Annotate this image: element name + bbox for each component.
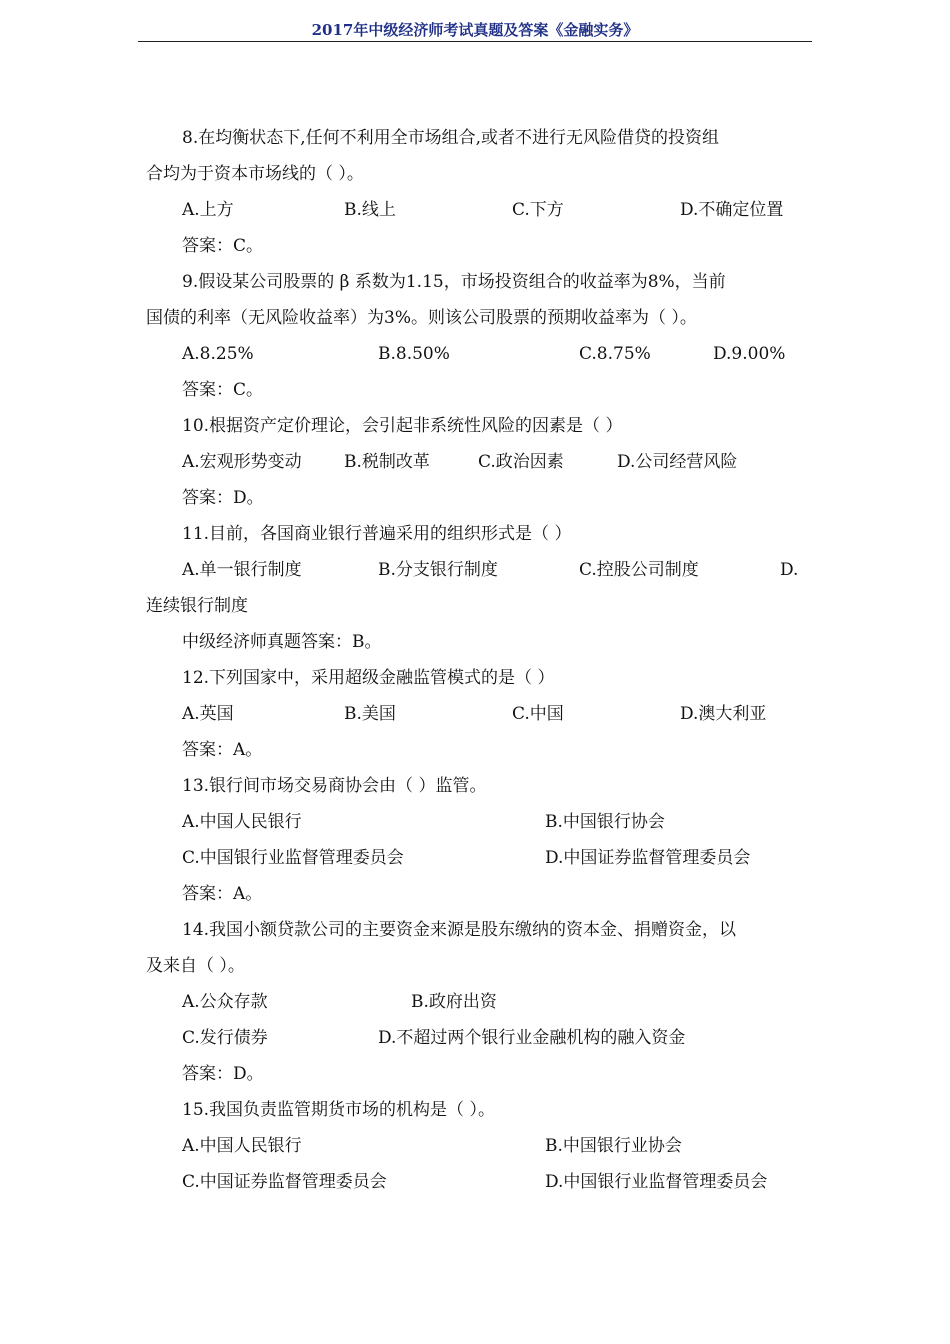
question-14-options-row1 — [146, 984, 806, 1020]
option-c: C.8.75% — [579, 344, 651, 364]
question-11-options — [146, 552, 806, 588]
question-9-text-cont: 国债的利率（无风险收益率）为3%。则该公司股票的预期收益率为（ ）。 — [146, 308, 697, 328]
option-a: A.公众存款 — [182, 992, 268, 1012]
question-8-text: 8.在均衡状态下,任何不利用全市场组合,或者不进行无风险借贷的投资组 — [182, 128, 720, 148]
option-d: D.中国银行业监督管理委员会 — [545, 1172, 768, 1192]
question-11-option-d-cont: 连续银行制度 — [146, 596, 248, 616]
question-13-options-row1 — [146, 804, 806, 840]
option-a: A.英国 — [182, 704, 234, 724]
option-c: C.政治因素 — [478, 452, 564, 472]
option-b: B.8.50% — [378, 344, 450, 364]
option-a: A.中国人民银行 — [182, 1136, 302, 1156]
question-11-answer: 中级经济师真题答案：B。 — [182, 632, 382, 652]
question-15-options-row1 — [146, 1128, 806, 1164]
option-b: B.中国银行业协会 — [545, 1136, 682, 1156]
question-10-text: 10.根据资产定价理论，会引起非系统性风险的因素是（ ） — [182, 416, 623, 436]
option-c: C.中国 — [512, 704, 564, 724]
question-13-answer: 答案：A。 — [182, 884, 263, 904]
question-list — [146, 120, 806, 1200]
option-c: C.控股公司制度 — [579, 560, 699, 580]
option-c: C.发行债券 — [182, 1028, 268, 1048]
option-d: D.不超过两个银行业金融机构的融入资金 — [378, 1028, 686, 1048]
option-a: A.单一银行制度 — [182, 560, 302, 580]
option-d: D. — [780, 560, 799, 580]
option-d: D.澳大利亚 — [680, 704, 767, 724]
option-d: D.不确定位置 — [680, 200, 784, 220]
option-a: A.8.25% — [182, 344, 254, 364]
question-10-options — [146, 444, 806, 480]
question-13-options-row2 — [146, 840, 806, 876]
option-a: A.宏观形势变动 — [182, 452, 302, 472]
question-11-text: 11.目前，各国商业银行普遍采用的组织形式是（ ） — [182, 524, 572, 544]
option-b: B.美国 — [344, 704, 396, 724]
option-a: A.中国人民银行 — [182, 812, 302, 832]
option-d: D.中国证券监督管理委员会 — [545, 848, 751, 868]
question-14-text-cont: 及来自（ ）。 — [146, 956, 245, 976]
question-14-options-row2 — [146, 1020, 806, 1056]
question-9-options — [146, 336, 806, 372]
option-d: D.公司经营风险 — [617, 452, 738, 472]
question-13-text: 13.银行间市场交易商协会由（ ）监管。 — [182, 776, 487, 796]
option-c: C.中国证券监督管理委员会 — [182, 1172, 387, 1192]
question-12-options — [146, 696, 806, 732]
option-a: A.上方 — [182, 200, 234, 220]
question-14-text: 14.我国小额贷款公司的主要资金来源是股东缴纳的资本金、捐赠资金，以 — [182, 920, 737, 940]
header-divider — [138, 41, 812, 42]
option-b: B.线上 — [344, 200, 396, 220]
option-c: C.下方 — [512, 200, 564, 220]
question-9-text: 9.假设某公司股票的 β 系数为1.15，市场投资组合的收益率为8%，当前 — [182, 272, 726, 292]
option-b: B.税制改革 — [344, 452, 430, 472]
question-10-answer: 答案：D。 — [182, 488, 264, 508]
page-header-title: 2017年中级经济师考试真题及答案《金融实务》 — [311, 21, 639, 39]
question-12-answer: 答案：A。 — [182, 740, 263, 760]
option-b: B.中国银行协会 — [545, 812, 665, 832]
question-12-text: 12.下列国家中，采用超级金融监管模式的是（ ） — [182, 668, 555, 688]
question-14-answer: 答案：D。 — [182, 1064, 264, 1084]
option-d: D.9.00% — [713, 344, 786, 364]
question-15-text: 15.我国负责监管期货市场的机构是（ ）。 — [182, 1100, 495, 1120]
option-b: B.分支银行制度 — [378, 560, 498, 580]
question-8-options — [146, 192, 806, 228]
question-8-answer: 答案：C。 — [182, 236, 264, 256]
option-b: B.政府出资 — [411, 992, 497, 1012]
question-9-answer: 答案：C。 — [182, 380, 264, 400]
question-8-text-cont: 合均为于资本市场线的（ ）。 — [146, 164, 364, 184]
option-c: C.中国银行业监督管理委员会 — [182, 848, 404, 868]
question-15-options-row2 — [146, 1164, 806, 1200]
